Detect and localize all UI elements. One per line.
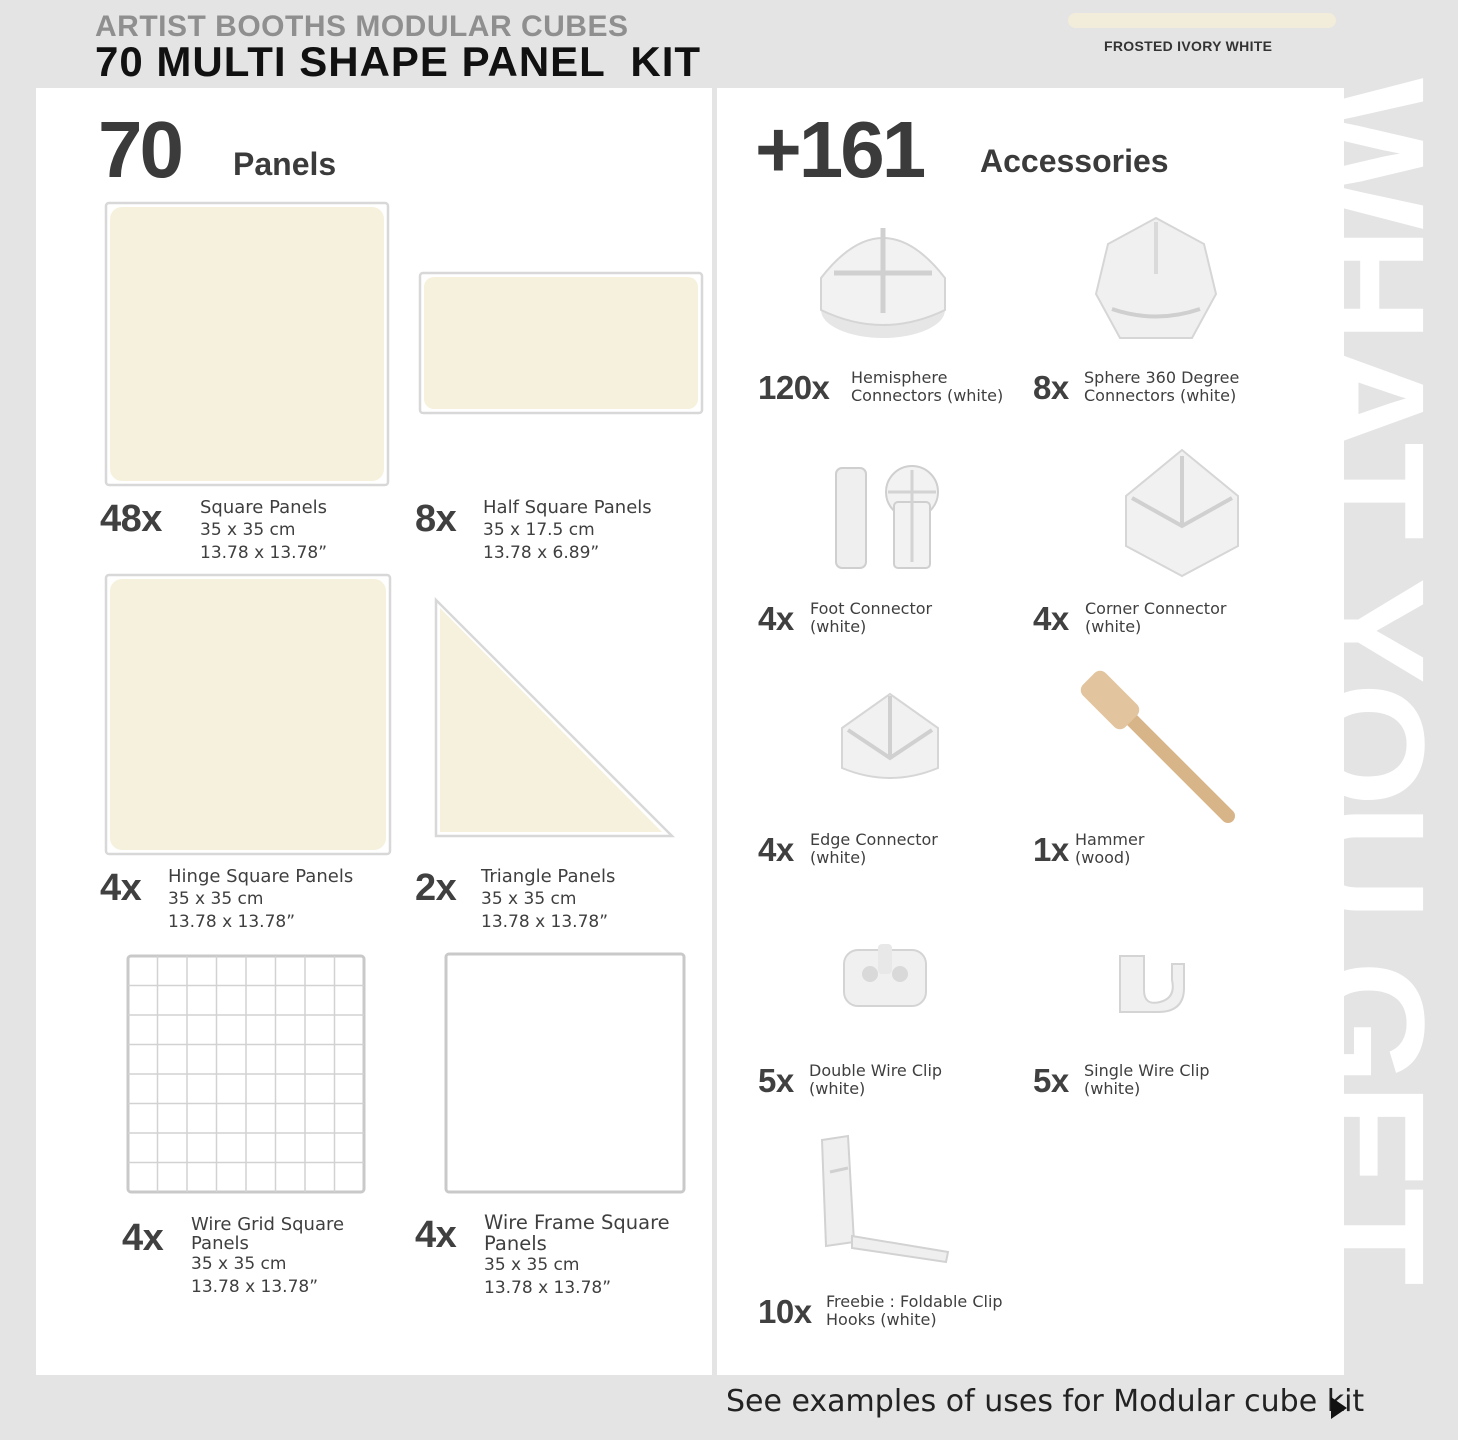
square-panels-metric: 35 x 35 cm	[200, 520, 296, 540]
foot-connector-desc	[810, 600, 932, 636]
color-swatch	[1068, 13, 1336, 28]
corner-connector-icon	[1118, 446, 1246, 580]
half-square-panel-icon	[417, 270, 705, 416]
wire-grid-panels-name: Wire Grid Square Panels	[191, 1214, 345, 1254]
square-panels-name: Square Panels	[200, 497, 328, 518]
wire-frame-panels-name: Wire Frame Square Panels	[484, 1211, 670, 1255]
hinge-square-panels-imperial: 13.78 x 13.78”	[168, 912, 296, 932]
corner-connector-desc	[1085, 600, 1226, 636]
hemisphere-connector-icon	[814, 218, 952, 342]
edge-connector-line2: (white)	[810, 848, 867, 867]
wire-grid-panel-icon	[124, 952, 368, 1196]
triangle-panel-icon	[432, 596, 676, 842]
corner-connector-qty: 4x	[1033, 600, 1069, 637]
hemisphere-desc	[851, 369, 1003, 405]
hammer-line1: Hammer	[1075, 830, 1145, 849]
half-square-panels-imperial: 13.78 x 6.89”	[483, 543, 600, 563]
foldable-clip-line1: Freebie : Foldable Clip	[826, 1292, 1003, 1311]
play-arrow-icon[interactable]	[1331, 1397, 1347, 1419]
foldable-clip-qty: 10x	[758, 1293, 812, 1330]
square-panels-imperial: 13.78 x 13.78”	[200, 543, 328, 563]
triangle-panels-metric: 35 x 35 cm	[481, 889, 577, 909]
panels-count: 70	[98, 105, 181, 194]
double-wire-clip-icon	[840, 942, 930, 1010]
half-square-panels-name: Half Square Panels	[483, 497, 652, 518]
foldable-clip-desc	[826, 1293, 1003, 1329]
single-wire-clip-line1: Single Wire Clip	[1084, 1061, 1210, 1080]
hammer-line2: (wood)	[1075, 848, 1131, 867]
foldable-clip-line2: Hooks (white)	[826, 1310, 937, 1329]
wire-grid-panels-imperial: 13.78 x 13.78”	[191, 1277, 319, 1297]
foot-connector-line1: Foot Connector	[810, 599, 933, 618]
single-wire-clip-line2: (white)	[1084, 1079, 1141, 1098]
square-panels-qty: 48x	[100, 498, 162, 540]
wire-frame-panels-desc	[484, 1212, 674, 1300]
hinge-square-panels-desc	[168, 865, 353, 934]
hammer-icon	[1078, 664, 1238, 824]
half-square-panels-qty: 8x	[415, 498, 457, 540]
triangle-panels-desc	[481, 865, 615, 934]
half-square-panels-desc	[483, 496, 652, 565]
hemisphere-line2: Connectors (white)	[851, 386, 1004, 405]
triangle-panels-imperial: 13.78 x 13.78”	[481, 912, 609, 932]
foot-connector-icon	[832, 462, 944, 572]
sphere-qty: 8x	[1033, 369, 1069, 406]
color-name: FROSTED IVORY WHITE	[1104, 38, 1273, 54]
sphere-connector-icon	[1092, 214, 1220, 348]
double-wire-clip-desc	[809, 1062, 942, 1098]
hammer-desc	[1075, 831, 1144, 867]
single-wire-clip-icon	[1114, 950, 1188, 1016]
sphere-desc	[1084, 369, 1239, 405]
double-wire-clip-line1: Double Wire Clip	[809, 1061, 943, 1080]
hinge-square-panels-name: Hinge Square Panels	[168, 866, 354, 887]
hemisphere-line1: Hemisphere	[851, 368, 948, 387]
corner-connector-line2: (white)	[1085, 617, 1142, 636]
wire-frame-panel-icon	[442, 950, 688, 1196]
wire-grid-panels-desc	[191, 1215, 351, 1299]
panels-label: Panels	[233, 146, 337, 182]
foot-connector-line2: (white)	[810, 617, 867, 636]
wire-grid-panels-metric: 35 x 35 cm	[191, 1254, 287, 1274]
sphere-line1: Sphere 360 Degree	[1084, 368, 1240, 387]
sphere-line2: Connectors (white)	[1084, 386, 1237, 405]
edge-connector-icon	[834, 688, 946, 788]
hinge-square-panels-qty: 4x	[100, 867, 142, 909]
foldable-clip-hook-icon	[812, 1132, 954, 1266]
foot-connector-qty: 4x	[758, 600, 794, 637]
hammer-qty: 1x	[1033, 831, 1069, 868]
kit-title: 70 MULTI SHAPE PANEL KIT	[95, 38, 702, 85]
wire-frame-panels-qty: 4x	[415, 1214, 457, 1256]
hinge-square-panels-metric: 35 x 35 cm	[168, 889, 264, 909]
corner-connector-line1: Corner Connector	[1085, 599, 1227, 618]
accessories-count: +161	[755, 105, 924, 194]
wire-grid-panels-qty: 4x	[122, 1217, 164, 1259]
edge-connector-qty: 4x	[758, 831, 794, 868]
square-panels-desc	[200, 496, 327, 565]
double-wire-clip-line2: (white)	[809, 1079, 866, 1098]
square-panel-icon	[103, 200, 391, 490]
double-wire-clip-qty: 5x	[758, 1062, 794, 1099]
brand-name: ARTIST BOOTHS MODULAR CUBES	[95, 10, 629, 43]
triangle-panels-qty: 2x	[415, 867, 457, 909]
half-square-panels-metric: 35 x 17.5 cm	[483, 520, 595, 540]
accessories-label: Accessories	[980, 143, 1169, 179]
single-wire-clip-qty: 5x	[1033, 1062, 1069, 1099]
side-heading: WHAT YOU GET	[1279, 78, 1458, 1284]
edge-connector-line1: Edge Connector	[810, 830, 938, 849]
wire-frame-panels-metric: 35 x 35 cm	[484, 1255, 580, 1275]
single-wire-clip-desc	[1084, 1062, 1210, 1098]
triangle-panels-name: Triangle Panels	[481, 866, 616, 887]
hemisphere-qty: 120x	[758, 369, 830, 406]
edge-connector-desc	[810, 831, 938, 867]
wire-frame-panels-imperial: 13.78 x 13.78”	[484, 1278, 612, 1298]
examples-link[interactable]: See examples of uses for Modular cube kit	[726, 1384, 1365, 1419]
hinge-square-panel-icon	[103, 572, 393, 857]
